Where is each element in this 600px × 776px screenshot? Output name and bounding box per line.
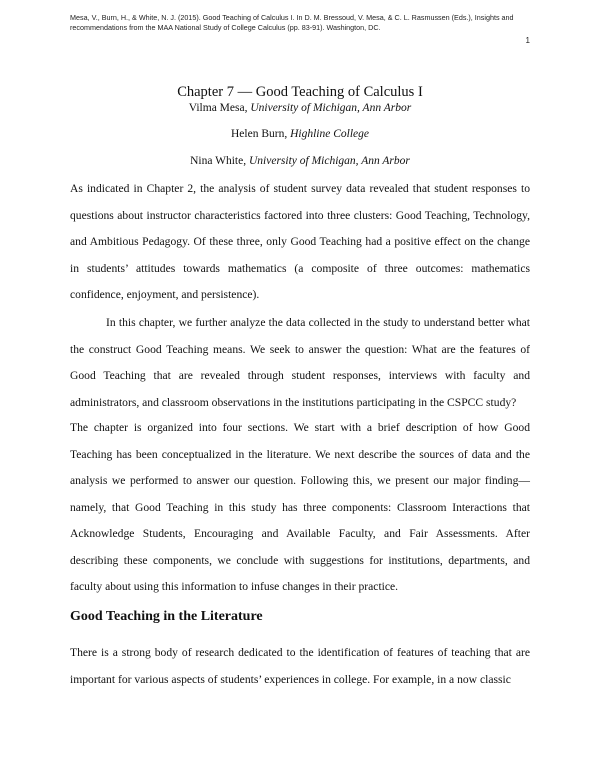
author-2 bbox=[70, 127, 530, 142]
author-3-affiliation: University of Michigan, Ann Arbor bbox=[248, 155, 410, 167]
paragraph-purpose: In this chapter, we further analyze the data collected in the study to understand better what the construct Good Teaching means. We seek to answer the question: What are the features of Good Teaching that are revealed through student responses, interviews with faculty and administrators, and classroom observations in the institutions participating in the CSPCC study? bbox=[70, 316, 530, 409]
chapter-title: Chapter 7 — Good Teaching of Calculus I bbox=[177, 84, 423, 100]
paragraph-intro: As indicated in Chapter 2, the analysis of student survey data revealed that student responses to questions about instructor characteristics factored into three clusters: Good Teaching, Technology, and Ambitious Pedagogy. Of these three, only Good Teaching had a positive effect on the change in students’ attitudes towards mathematics (a composite of three outcomes: mathematics confidence, enjoyment, and persistence). bbox=[70, 182, 530, 301]
paragraph-literature: There is a strong body of research dedicated to the identification of features of teaching that are important for various aspects of students’ experiences in college. For example, in a now classic bbox=[70, 646, 530, 686]
author-3-name: Nina White, bbox=[190, 155, 249, 167]
title-block bbox=[70, 83, 530, 169]
paragraph-organization: The chapter is organized into four sections. We start with a brief description of how Good Teaching has been conceptualized in the literature. We next describe the sources of data and the analysis we performed to answer our question. Following this, we present our major finding—namely, that Good Teaching in this study has three components: Classroom Interactions that Acknowledge Students, Encouraging and Available Faculty, and Fair Assessments. After describing these components, we conclude with suggestions for institutions, departments, and faculty about using this information to infuse changes in their practice. bbox=[70, 421, 530, 593]
author-2-name: Helen Burn, bbox=[231, 128, 291, 140]
author-1-name: Vilma Mesa, bbox=[188, 102, 251, 114]
author-2-affiliation: Highline College bbox=[290, 128, 369, 140]
author-1 bbox=[70, 101, 530, 116]
citation-header: Mesa, V., Burn, H., & White, N. J. (2015). Good Teaching of Calculus I. In D. M. Bressoud, V. Mesa, & C. L. Rasmussen (Eds.), Insights and recommendations from the MAA National Study of College Calculus (pp. 83-91). Washington, DC. bbox=[70, 13, 514, 32]
page-number: 1 bbox=[525, 36, 530, 45]
author-3 bbox=[70, 154, 530, 169]
author-1-affiliation: University of Michigan, Ann Arbor bbox=[250, 102, 412, 114]
section-heading: Good Teaching in the Literature bbox=[70, 609, 263, 624]
